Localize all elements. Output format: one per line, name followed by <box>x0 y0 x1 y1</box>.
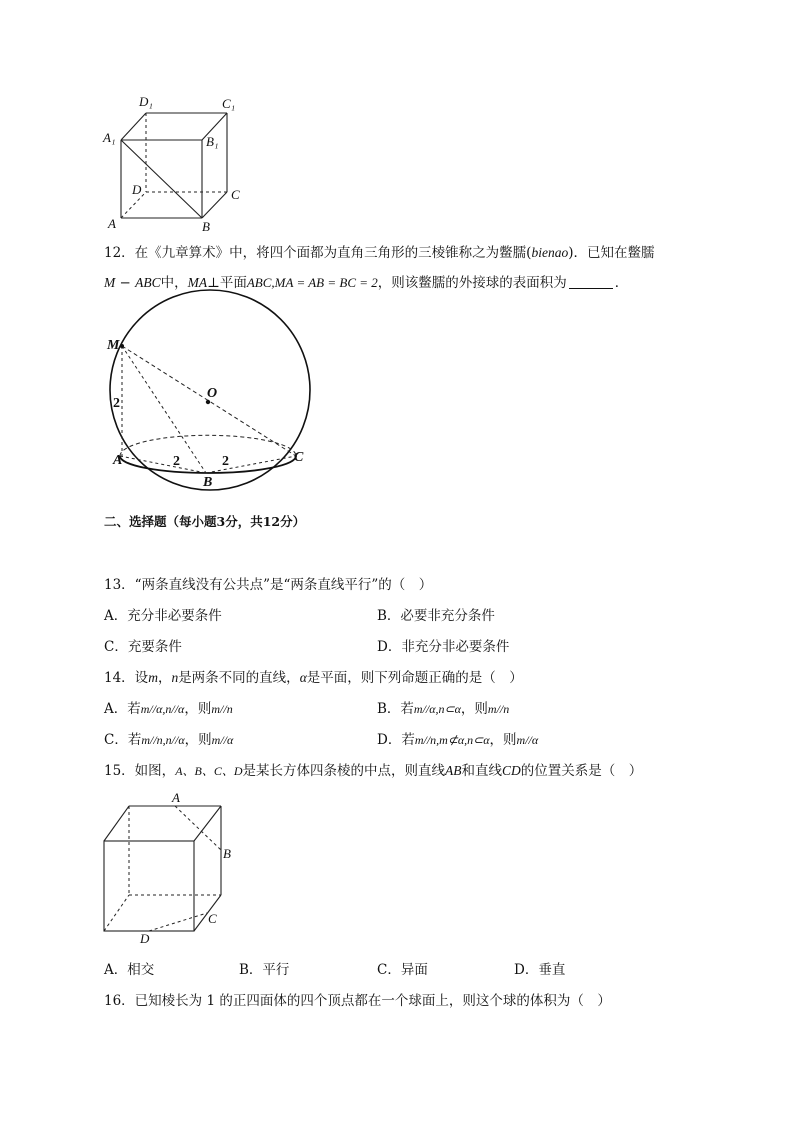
length-AB: 2 <box>173 454 180 469</box>
q15-text-d: 的位置关系是（ ） <box>520 763 643 779</box>
q15-option-c[interactable]: C．异面 <box>377 962 428 978</box>
label-C1: C₁ <box>222 96 236 111</box>
q14-a-mid: ，则 <box>184 701 212 717</box>
segment-CD <box>149 913 207 931</box>
top-right-edge <box>194 806 221 841</box>
q12-minus: − <box>115 275 136 291</box>
length-BC: 2 <box>222 454 229 469</box>
q12-MA: MA <box>187 275 208 290</box>
q14-text-c: 是两条不同的直线， <box>178 670 300 686</box>
q14-m: m <box>148 670 158 685</box>
q15-text-a: 15．如图， <box>104 763 176 779</box>
label-D: D <box>132 182 142 197</box>
q15-text-b: 是某长方体四条棱的中点，则直线 <box>242 763 446 779</box>
box-label-C: C <box>208 911 217 926</box>
q12-period: ． <box>614 275 629 291</box>
q13-option-d[interactable]: D．非充分非必要条件 <box>377 639 510 655</box>
segment-AB <box>175 806 221 850</box>
q12-perp-plane: ⊥平面 <box>207 275 247 291</box>
label-B: B <box>203 475 213 490</box>
q12-condition: ABC,MA = AB = BC = 2 <box>246 275 378 290</box>
q14-c-mid: ，则 <box>184 732 212 748</box>
q14-b-end: m//n <box>487 702 510 716</box>
q12-text-a: 12．在《九章算术》中，将四个面都为直角三角形的三棱锥称之为鳖臑( <box>104 245 532 261</box>
length-MA: 2 <box>113 396 120 411</box>
q14-c-pre: C．若 <box>104 732 142 748</box>
label-D1: D₁ <box>139 94 153 109</box>
top-left-edge <box>104 806 129 841</box>
box-label-D: D <box>140 931 150 946</box>
hidden-bottom-left-edge <box>104 895 129 931</box>
q12-M: M <box>104 275 116 290</box>
q14-d-math: m//n,m⊄α,n⊂α <box>414 733 490 747</box>
label-O: O <box>207 386 218 401</box>
q14-a-pre: A．若 <box>104 701 141 717</box>
q15-CD: CD <box>502 763 521 778</box>
q15-option-b[interactable]: B．平行 <box>239 962 290 978</box>
label-A: A <box>108 216 116 231</box>
q15-option-a[interactable]: A．相交 <box>104 962 155 978</box>
label-B: B <box>202 219 210 234</box>
q12-ABC: ABC <box>135 275 161 290</box>
q16-stem: 16．已知棱长为 1 的正四面体的四个顶点都在一个球面上，则这个球的体积为（ ） <box>104 993 611 1009</box>
section-heading: 二、选择题（每小题3分，共12分） <box>104 514 306 529</box>
q14-d-mid: ，则 <box>489 732 517 748</box>
q15-points: A、B、C、D <box>175 764 243 778</box>
label-C: C <box>294 450 304 465</box>
q14-comma: ， <box>157 670 172 686</box>
label-C: C <box>231 187 240 202</box>
box-label-B: B <box>223 846 231 861</box>
q13-option-c[interactable]: C．充要条件 <box>104 639 182 655</box>
q14-text-d: 是平面，则下列命题正确的是（ ） <box>306 670 523 686</box>
q14-c-end: m//α <box>211 733 234 747</box>
q15-AB: AB <box>445 763 462 778</box>
label-B1: B₁ <box>206 134 219 149</box>
q13-option-a[interactable]: A．充分非必要条件 <box>104 608 222 624</box>
q13-option-b[interactable]: B．必要非充分条件 <box>377 608 495 624</box>
label-M: M <box>107 338 120 353</box>
q14-a-end: m//n <box>211 702 233 716</box>
label-A: A <box>113 453 123 468</box>
q14-text-a: 14．设 <box>104 670 149 686</box>
q13-stem: 13．“两条直线没有公共点”是“两条直线平行”的（ ） <box>104 577 433 593</box>
q14-d-end: m//α <box>516 733 539 747</box>
q12-text-b: )．已知在鳖臑 <box>568 245 655 261</box>
q14-b-mid: ，则 <box>460 701 488 717</box>
q14-alpha: α <box>299 670 307 685</box>
front-face <box>104 841 194 931</box>
q12-bienao: bienao <box>531 245 569 260</box>
q12-zhong: 中， <box>160 275 188 291</box>
label-A1: A₁ <box>103 130 116 145</box>
q14-b-pre: B．若 <box>377 701 414 717</box>
box-label-A: A <box>172 790 180 805</box>
q14-b-math: m//α,n⊂α <box>413 702 461 716</box>
q15-option-d[interactable]: D．垂直 <box>514 962 566 978</box>
q14-a-math: m//α,n//α <box>140 702 185 716</box>
q12-question: ，则该鳖臑的外接球的表面积为 <box>377 275 567 291</box>
q14-n: n <box>171 670 179 685</box>
q14-c-math: m//n,n//α <box>141 733 185 747</box>
q15-text-c: 和直线 <box>461 763 503 779</box>
q14-d-pre: D．若 <box>377 732 415 748</box>
